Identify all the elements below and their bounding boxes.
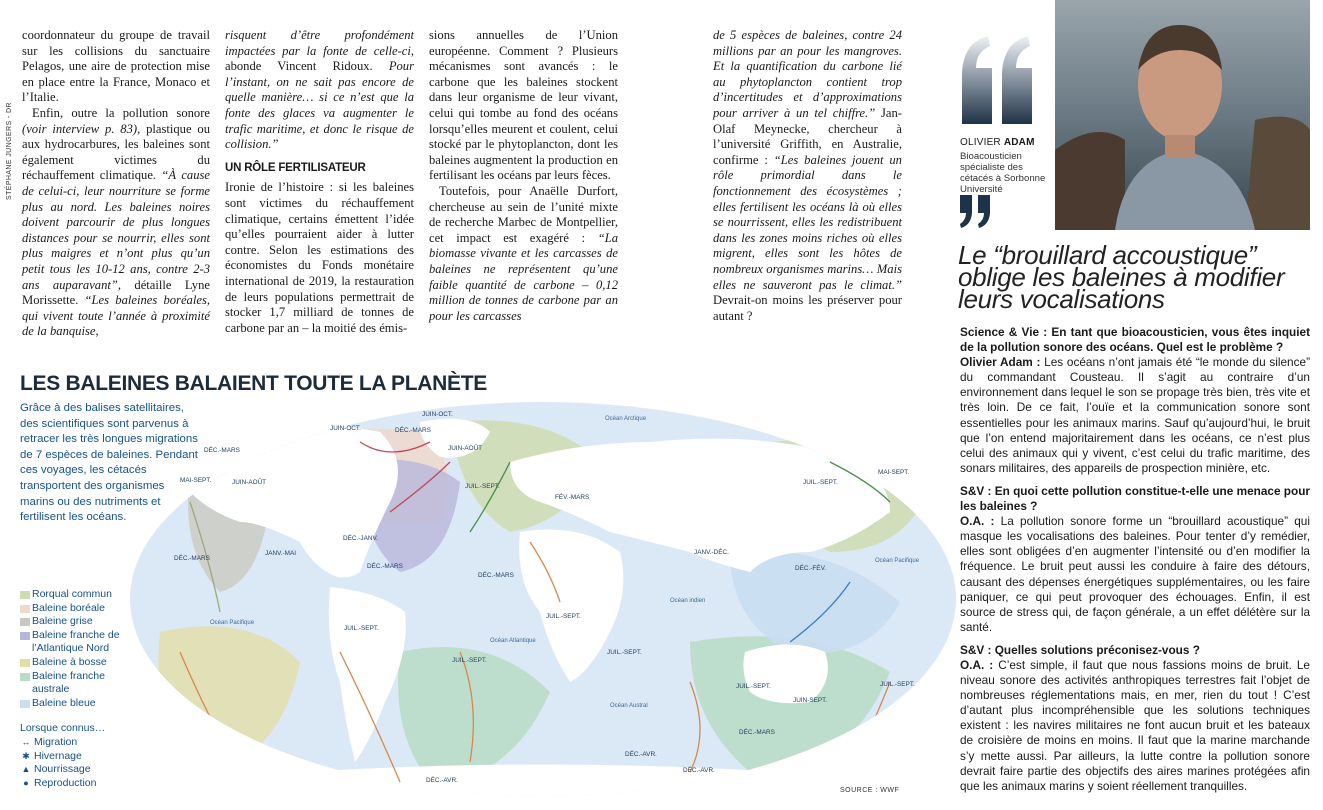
period-label: DÉC.-MARS	[478, 572, 514, 579]
migration-arrow	[220, 430, 310, 443]
period-label: JUIL.-SEPT.	[465, 483, 500, 490]
period-label: DÉC.-MARS	[395, 427, 431, 434]
legend-swatch	[20, 605, 30, 613]
period-label: JUIN-OCT.	[422, 411, 453, 418]
question: S&V : Quelles solutions préconisez-vous ?	[960, 642, 1200, 657]
period-label: DÉC.-MARS	[204, 447, 240, 454]
article-column-3	[429, 28, 618, 324]
legend-symbol: ✱ Hivernage	[20, 750, 140, 764]
legend-swatch	[20, 659, 30, 667]
period-label: MAI-SEPT.	[180, 477, 212, 484]
period-label: JUIL.-SEPT.	[803, 479, 838, 486]
legend-swatch	[20, 591, 30, 599]
legend-swatch	[20, 632, 30, 640]
period-label: JUIL.-SEPT.	[344, 625, 379, 632]
legend-item: Baleine bleue	[20, 697, 140, 711]
period-label: DÉC.-MARS	[739, 729, 775, 736]
antarctica	[130, 765, 956, 798]
legend-item: Baleine à bosse	[20, 656, 140, 670]
period-label: JUIL.-SEPT.	[452, 657, 487, 664]
paragraph: de 5 espèces de baleines, contre 24 millions par an pour les mangroves. Et la quantification du carbone lié au phytoplancton contient trop d’incertitudes et d’approximations pour arriver à un tel chiffre.” Jan-Olaf Meynecke, chercheur à l’université Griffith, en Australie, confirme : “Les baleines jouent un rôle primordial dans le fonctionnement des écosystèmes ; elles fertilisent les océans là où elles se nourrissent, elles les redistribuent dans les zones moins riches où elles migrent, elles sont les hôtes de nombreux organismes marins… Mais elles ne sauveront pas le climat.” Devrait-on moins les préserver pour autant ?	[713, 28, 902, 323]
paragraph: Enfin, outre la pollution sonore (voir interview p. 83), plastique ou aux hydrocarbures, les baleines sont également victimes du réchauffement climatique. “À cause de celui-ci, leur nourriture se forme plus au nord. Les baleines noires doivent parcourir de plus longues distances pour se nourrir, elles sont plus maigres et n’ont plus qu’un petit tous les 10-12 ans, contre 2-3 ans auparavant”, détaille Lyne Morissette. “Les baleines boréales, qui vivent toute l’année à proximité de la banquise,	[22, 105, 210, 339]
ocean-label: Océan Austral	[610, 703, 648, 709]
portrait-photo	[1055, 0, 1310, 230]
legend-swatch	[20, 618, 30, 626]
article-column-4	[713, 28, 902, 324]
period-label: DÉC.-AVR.	[625, 751, 657, 758]
quote-open-icon	[958, 32, 1038, 128]
period-label: FÉV.-MARS	[555, 494, 590, 501]
period-label: DÉC.-MARS	[174, 555, 210, 562]
subheading: UN RÔLE FERTILISATEUR	[225, 161, 366, 174]
question: S&V : En quoi cette pollution constitue-t-elle une menace pour les baleines ?	[960, 483, 1311, 514]
period-label: JUIN-OCT.	[330, 425, 361, 432]
answer: Olivier Adam : Les océans n’ont jamais été “le monde du silence” du commandant Cousteau. Il s’agit au contraire d’un environnement dans lequel le son se propage très bien, très vite et très loin. De ce fait, l’ouïe et la communication sonore sont essentielles pour les animaux marins. Sauf qu’aujourd’hui, le bruit que l’on entend majoritairement dans les océans, ce n’est plus celui des animaux qui y vivent, c’est celui du trafic maritime, des sonars militaires, des appareils de prospection minière, etc.	[960, 355, 1310, 475]
pull-quote: Le “brouillard accoustique” oblige les baleines à modifier leurs vocalisations	[958, 240, 1285, 314]
reproduction-icon: ●	[23, 777, 29, 788]
map-intro: Grâce à des balises satellitaires, des scientifiques sont parvenus à retracer les très longues migrations de 7 espèces de baleines. Pendant ces voyages, les cétacés transportent des organismes marins ou des nutriments et fertilisent les océans.	[20, 402, 198, 524]
interview-body	[960, 325, 1310, 802]
answer: O.A. : La pollution sonore forme un “brouillard acoustique” qui masque les vocalisations des baleines. Pour tenter d’y remédier, elles sont obligées d’en augmenter l’intensité ou d’en modifier la fréquence. Le bruit peut aussi les conduire à faire des détours, causant des dépenses énergétiques supplémentaires, ou les faire paniquer, ce qui peut provoquer des échouages. Enfin, il est source de stress qui, de façon générale, a un effet délétère sur la santé.	[960, 514, 1310, 634]
paragraph: coordonnateur du groupe de travail sur les collisions du sanctuaire Pelagos, une aire de protection mise en place entre la France, Monaco et l’Italie.	[22, 28, 210, 105]
legend-item: Baleine boréale	[20, 602, 140, 616]
feeding-icon: ▲	[21, 764, 31, 775]
legend-item: Baleine franche australe	[20, 670, 140, 697]
quote-close-icon	[958, 193, 994, 229]
period-label: DÉC.-JANV.	[343, 535, 378, 542]
article-column-1	[22, 28, 210, 340]
period-label: JUIL.-SEPT.	[736, 683, 771, 690]
legend-swatch	[20, 673, 30, 681]
ocean-label: Océan Arctique	[605, 416, 647, 422]
interviewee-role: Bioacousticien spécialiste des cétacés à Sorbonne Université	[960, 151, 1046, 195]
ocean-label: Océan indien	[670, 598, 706, 604]
period-label: JUIL.-SEPT.	[607, 649, 642, 656]
paragraph: sions annuelles de l’Union européenne. Comment ? Plusieurs mécanismes sont avancés : le carbone que les baleines stockent dans leur organisme de leur vivant, celui qui tombe au fond des océans lorsqu’elles meurent et coulent, celui stocké par le phytoplancton, dont les baleines augmentent la production en fertilisant les océans par leurs fèces.	[429, 28, 618, 183]
ocean-label: Océan Pacifique	[210, 620, 255, 626]
ocean-label: Océan Pacifique	[875, 558, 920, 564]
australia	[743, 645, 828, 704]
period-label: DÉC.-FÉV.	[795, 565, 827, 572]
period-label: DÉC.-AVR.	[426, 777, 458, 784]
period-label: JUIN-SEPT.	[793, 697, 828, 704]
answer: O.A. : C’est simple, il faut que nous fassions moins de bruit. Le niveau sonore des activités anthropiques terrestres fait l’objet de nombreuses réglementations mais, en mer, rien du tout ! C’est d’autant plus incompréhensible que les solutions techniques existent : les navires militaires ne font aucun bruit et les bateaux de croisière de moins en moins. Il faut que la marine marchande s’y mette aussi. Par ailleurs, la lutte contre la pollution sonore devrait faire partie des objectifs des aires marines protégées afin que les animaux marins y soient réellement tranquilles.	[960, 657, 1310, 793]
legend-symbol: ● Reproduction	[20, 777, 140, 791]
period-label: JUIL.-SEPT.	[880, 681, 915, 688]
legend-swatch	[20, 700, 30, 708]
wintering-icon: ✱	[22, 750, 30, 761]
photo-credit: STÉPHANE JUNGERS - DR	[6, 102, 13, 200]
map-legend	[20, 588, 140, 790]
period-label: JUIN-AOÛT	[448, 445, 483, 452]
period-label: JANV.-MAI	[265, 550, 297, 557]
legend-symbol: ▲ Nourrissage	[21, 763, 91, 776]
paragraph: Toutefois, pour Anaëlle Durfort, chercheuse au sein de l’unité mixte de recherche Marbec de Montpellier, cet impact est exagéré : “La biomasse vivante et les carcasses de baleines ne représentent qu’une faible quantité de carbone – 0,12 million de tonnes de carbone par an pour les carcasses	[429, 183, 618, 323]
legend-symbol: ↔ Migration	[21, 735, 78, 748]
legend-item: Baleine grise	[20, 615, 140, 629]
paragraph: risquent d’être profondément impactées par la fonte de celle-ci, abonde Vincent Ridoux. Pour l’instant, on ne sait pas encore de quelle manière… si ce n’est que la fonte des glaces va augmenter le trafic maritime, et donc le risque de collision.”	[225, 28, 414, 152]
legend-item: Baleine franche de l’Atlantique Nord	[20, 629, 140, 656]
question: Science & Vie : En tant que bioacousticien, vous êtes inquiet de la pollution sonore des océans. Quel est le problème ?	[960, 325, 1310, 355]
world-map	[130, 402, 956, 797]
article-column-2	[225, 28, 414, 336]
migration-icon: ↔	[21, 736, 31, 747]
paragraph: Ironie de l’histoire : si les baleines sont victimes du réchauffement climatique, certains émettent l’idée qu’elles pourraient aider à lutter contre. Selon les estimations des économistes du Fonds monétaire international de 2019, la restauration de leurs populations permettrait de stocker 1,7 milliard de tonnes de carbone par an – la moitié des émis-	[225, 180, 414, 335]
period-label: MAI-SEPT.	[878, 469, 910, 476]
period-label: JANV.-DÉC.	[694, 549, 729, 556]
legend-known-label: Lorsque connus…	[20, 722, 106, 735]
period-label: JUIL.-SEPT.	[546, 613, 581, 620]
ocean-label: Océan Atlantique	[490, 638, 536, 644]
period-label: JUIN-AOÛT	[232, 479, 267, 486]
interviewee-name: OLIVIER ADAM	[960, 137, 1035, 148]
period-label: DÉC.-MARS	[367, 563, 403, 570]
map-source: SOURCE : WWF	[840, 787, 900, 794]
period-label: DÉC.-AVR.	[683, 767, 715, 774]
legend-item: Rorqual commun	[20, 588, 140, 602]
map-title: LES BALEINES BALAIENT TOUTE LA PLANÈTE	[20, 372, 487, 395]
